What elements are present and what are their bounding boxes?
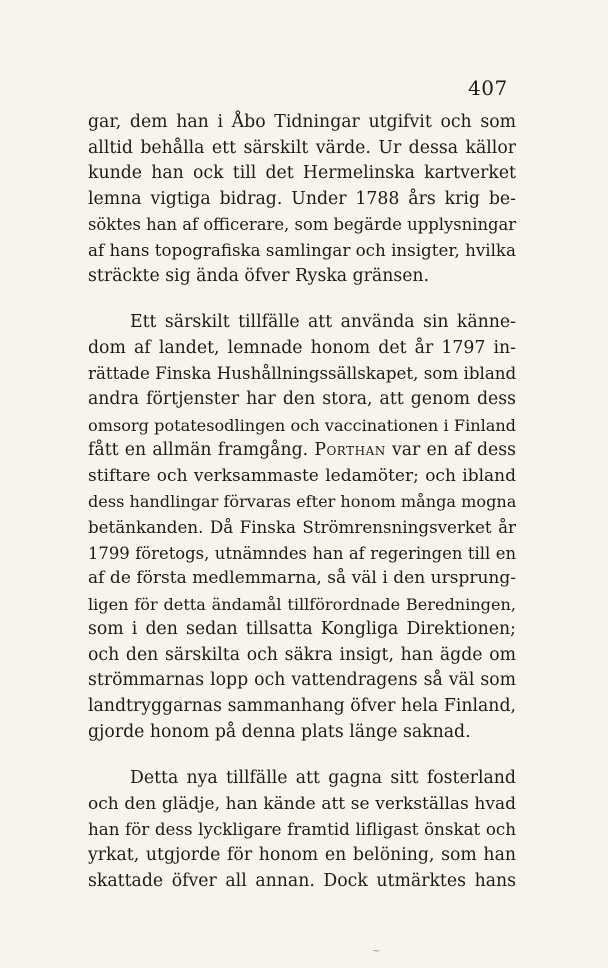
paragraph-1 <box>88 110 516 289</box>
text-line: af hans topografiska samlingar och insigter, hvilka <box>88 239 516 260</box>
text-line: gjorde honom på denna plats länge saknad. <box>88 721 471 742</box>
text-line: som i den sedan tillsatta Kongliga Direktionen; <box>88 619 516 640</box>
text-line: af de första medlemmarna, så väl i den ursprung- <box>88 568 516 589</box>
text-line: 1799 företogs, utnämndes han af regeringen till en <box>88 543 516 563</box>
text-line: sträckte sig ända öfver Ryska gränsen. <box>88 265 430 286</box>
text-line: landtryggarnas sammanhang öfver hela Finland, <box>88 696 516 717</box>
text-line: yrkat, utgjorde för honom en belöning, som han <box>88 845 516 866</box>
text-line: skattade öfver all annan. Dock utmärktes hans <box>88 870 516 891</box>
paragraph-2 <box>88 310 516 745</box>
text-line: omsorg potatesodlingen och vaccinationen i Finland <box>88 415 516 435</box>
text-line: söktes han af officerare, som begärde upplysningar <box>88 215 517 235</box>
paragraph-3 <box>88 766 516 894</box>
text-line: fått en allmän framgång. Porthan var en af dess <box>88 440 516 461</box>
text-line: och den glädje, han kände att se verkställas hvad <box>88 793 516 814</box>
text-line: betänkanden. Då Finska Strömrensningsverket år <box>88 516 516 537</box>
text-line: Detta nya tillfälle att gagna sitt fosterland <box>130 768 516 789</box>
text-line: gar, dem han i Åbo Tidningar utgifvit och som <box>88 112 516 132</box>
text-line: lemna vigtiga bidrag. Under 1788 års krig be- <box>88 188 516 209</box>
text-line: han för dess lyckligare framtid lifligast önskat och <box>88 819 516 840</box>
page-number: 407 <box>468 76 508 100</box>
paragraph-spacer <box>88 745 516 766</box>
text-line: stiftare och verksammaste ledamöter; och ibland <box>88 465 516 486</box>
footer-mark: ~ <box>372 946 381 957</box>
text-line: alltid behålla ett särskilt värde. Ur dessa källor <box>88 137 516 158</box>
text-line: kunde han ock till det Hermelinska kartverket <box>88 163 516 184</box>
paragraph-spacer <box>88 289 516 310</box>
text-line: dess handlingar förvaras efter honom många mogna <box>88 492 517 512</box>
person-name: Porthan <box>314 440 386 461</box>
body-text <box>88 110 516 894</box>
text-line: dom af landet, lemnade honom det år 1797 in- <box>88 337 516 358</box>
text-line: och den särskilta och säkra insigt, han ägde om <box>88 644 516 665</box>
text-line: rättade Finska Hushållningssällskapet, som ibland <box>88 363 517 384</box>
text-line: andra förtjenster har den stora, att genom dess <box>88 388 516 409</box>
text-line: ligen för detta ändamål tillförordnade Beredningen, <box>88 594 516 614</box>
text-line: Ett särskilt tillfälle att använda sin känne- <box>130 312 516 333</box>
text-line: strömmarnas lopp och vattendragens så väl som <box>88 670 516 691</box>
